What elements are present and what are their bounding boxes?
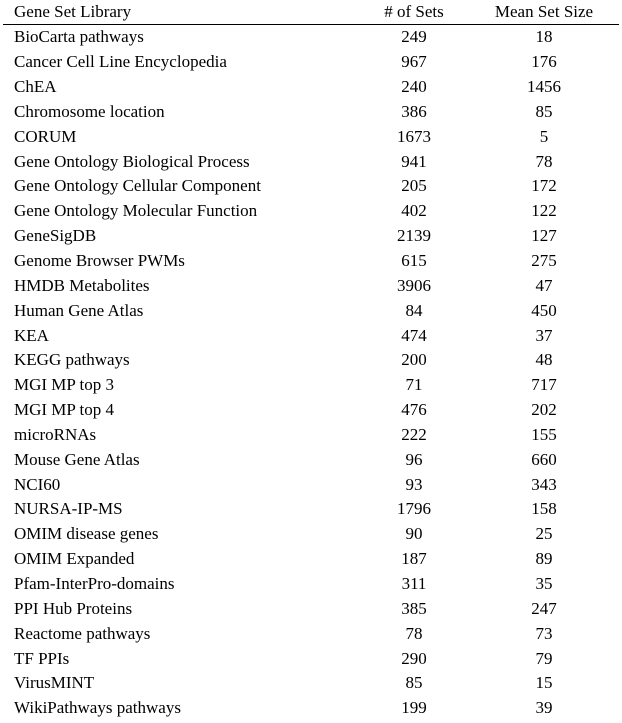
- cell-mean-set-size: 450: [531, 300, 557, 320]
- table-row: [3, 149, 619, 174]
- cell-mean-set-size: 73: [535, 623, 553, 643]
- cell-library-name: NCI60: [14, 474, 61, 494]
- cell-num-sets: 941: [401, 151, 427, 171]
- cell-mean-set-size: 158: [531, 499, 557, 519]
- cell-library-name: BioCarta pathways: [14, 27, 144, 47]
- cell-library-name: CORUM: [14, 126, 77, 146]
- cell-library-name: Gene Ontology Molecular Function: [14, 201, 258, 221]
- cell-mean-set-size: 660: [531, 449, 557, 469]
- cell-num-sets: 200: [401, 350, 427, 370]
- cell-num-sets: 3906: [397, 275, 431, 295]
- table-row: [3, 298, 619, 323]
- cell-mean-set-size: 48: [535, 350, 553, 370]
- table-header: [3, 0, 619, 25]
- table-row: [3, 547, 619, 572]
- cell-num-sets: 199: [401, 698, 427, 718]
- table-row: [3, 25, 619, 50]
- table-row: [3, 348, 619, 373]
- cell-mean-set-size: 39: [535, 698, 553, 718]
- cell-mean-set-size: 1456: [527, 77, 561, 97]
- cell-mean-set-size: 89: [535, 549, 553, 569]
- cell-mean-set-size: 85: [535, 101, 553, 121]
- cell-library-name: PPI Hub Proteins: [14, 598, 133, 618]
- cell-library-name: NURSA-IP-MS: [14, 499, 123, 519]
- table-row: [3, 174, 619, 199]
- cell-library-name: Cancer Cell Line Encyclopedia: [14, 52, 227, 72]
- table-row: [3, 50, 619, 75]
- cell-num-sets: 240: [401, 77, 427, 97]
- cell-num-sets: 249: [401, 27, 427, 47]
- cell-num-sets: 90: [405, 524, 423, 544]
- cell-library-name: Reactome pathways: [14, 623, 151, 643]
- cell-mean-set-size: 155: [531, 424, 557, 444]
- cell-library-name: VirusMINT: [14, 673, 95, 693]
- table-body: [3, 25, 619, 721]
- table-row: [3, 621, 619, 646]
- cell-library-name: OMIM Expanded: [14, 549, 135, 569]
- cell-mean-set-size: 15: [535, 673, 553, 693]
- table-row: [3, 497, 619, 522]
- cell-mean-set-size: 127: [531, 226, 557, 246]
- table-row: [3, 522, 619, 547]
- cell-mean-set-size: 79: [535, 648, 553, 668]
- table-row: [3, 472, 619, 497]
- cell-library-name: Genome Browser PWMs: [14, 251, 185, 271]
- cell-library-name: KEGG pathways: [14, 350, 130, 370]
- table-row: [3, 646, 619, 671]
- cell-num-sets: 222: [401, 424, 427, 444]
- table-row: [3, 323, 619, 348]
- table-row: [3, 124, 619, 149]
- cell-library-name: Chromosome location: [14, 101, 165, 121]
- cell-mean-set-size: 717: [531, 375, 557, 395]
- cell-mean-set-size: 37: [535, 325, 553, 345]
- cell-library-name: OMIM disease genes: [14, 524, 159, 544]
- cell-mean-set-size: 343: [531, 474, 557, 494]
- cell-library-name: HMDB Metabolites: [14, 275, 150, 295]
- table-row: [3, 398, 619, 423]
- table-row: [3, 671, 619, 696]
- cell-library-name: MGI MP top 4: [14, 400, 114, 420]
- cell-num-sets: 2139: [397, 226, 431, 246]
- gene-set-library-table: [3, 0, 619, 721]
- cell-mean-set-size: 202: [531, 400, 557, 420]
- table-row: [3, 273, 619, 298]
- cell-library-name: Gene Ontology Cellular Component: [14, 176, 261, 196]
- cell-mean-set-size: 35: [535, 573, 553, 593]
- cell-num-sets: 84: [405, 300, 423, 320]
- cell-library-name: microRNAs: [14, 424, 97, 444]
- cell-library-name: Gene Ontology Biological Process: [14, 151, 250, 171]
- table-row: [3, 447, 619, 472]
- header-row: [3, 0, 619, 25]
- cell-num-sets: 476: [401, 400, 427, 420]
- cell-num-sets: 205: [401, 176, 427, 196]
- cell-mean-set-size: 172: [531, 176, 557, 196]
- table-row: [3, 572, 619, 597]
- cell-mean-set-size: 25: [535, 524, 553, 544]
- cell-library-name: WikiPathways pathways: [14, 698, 181, 718]
- cell-library-name: TF PPIs: [14, 648, 70, 668]
- cell-num-sets: 474: [401, 325, 427, 345]
- cell-library-name: ChEA: [14, 77, 57, 97]
- table-row: [3, 75, 619, 100]
- cell-num-sets: 187: [401, 549, 427, 569]
- cell-num-sets: 93: [405, 474, 423, 494]
- table-row: [3, 100, 619, 125]
- cell-num-sets: 385: [401, 598, 427, 618]
- cell-mean-set-size: 247: [531, 598, 557, 618]
- table-row: [3, 423, 619, 448]
- cell-mean-set-size: 18: [535, 27, 553, 47]
- cell-num-sets: 1796: [397, 499, 431, 519]
- cell-num-sets: 96: [405, 449, 423, 469]
- cell-num-sets: 71: [405, 375, 423, 395]
- cell-num-sets: 402: [401, 201, 427, 221]
- cell-num-sets: 1673: [397, 126, 431, 146]
- table-row: [3, 596, 619, 621]
- cell-num-sets: 967: [401, 52, 427, 72]
- cell-library-name: MGI MP top 3: [14, 375, 114, 395]
- cell-library-name: Human Gene Atlas: [14, 300, 144, 320]
- table-row: [3, 199, 619, 224]
- cell-library-name: Mouse Gene Atlas: [14, 449, 140, 469]
- table-row: [3, 224, 619, 249]
- cell-mean-set-size: 275: [531, 251, 557, 271]
- cell-num-sets: 78: [405, 623, 423, 643]
- cell-mean-set-size: 47: [535, 275, 553, 295]
- cell-mean-set-size: 176: [531, 52, 557, 72]
- cell-num-sets: 85: [405, 673, 423, 693]
- header-gene-set-library: Gene Set Library: [3, 0, 359, 25]
- table-row: [3, 249, 619, 274]
- cell-library-name: GeneSigDB: [14, 226, 97, 246]
- header-num-sets: # of Sets: [359, 0, 469, 25]
- cell-mean-set-size: 5: [539, 126, 549, 146]
- cell-mean-set-size: 122: [531, 201, 557, 221]
- cell-mean-set-size: 78: [535, 151, 553, 171]
- cell-library-name: KEA: [14, 325, 49, 345]
- header-mean-set-size: Mean Set Size: [469, 0, 619, 25]
- cell-num-sets: 311: [401, 573, 427, 593]
- table-row: [3, 696, 619, 721]
- cell-num-sets: 386: [401, 101, 427, 121]
- cell-num-sets: 290: [401, 648, 427, 668]
- table-row: [3, 373, 619, 398]
- cell-library-name: Pfam-InterPro-domains: [14, 573, 175, 593]
- cell-num-sets: 615: [401, 251, 427, 271]
